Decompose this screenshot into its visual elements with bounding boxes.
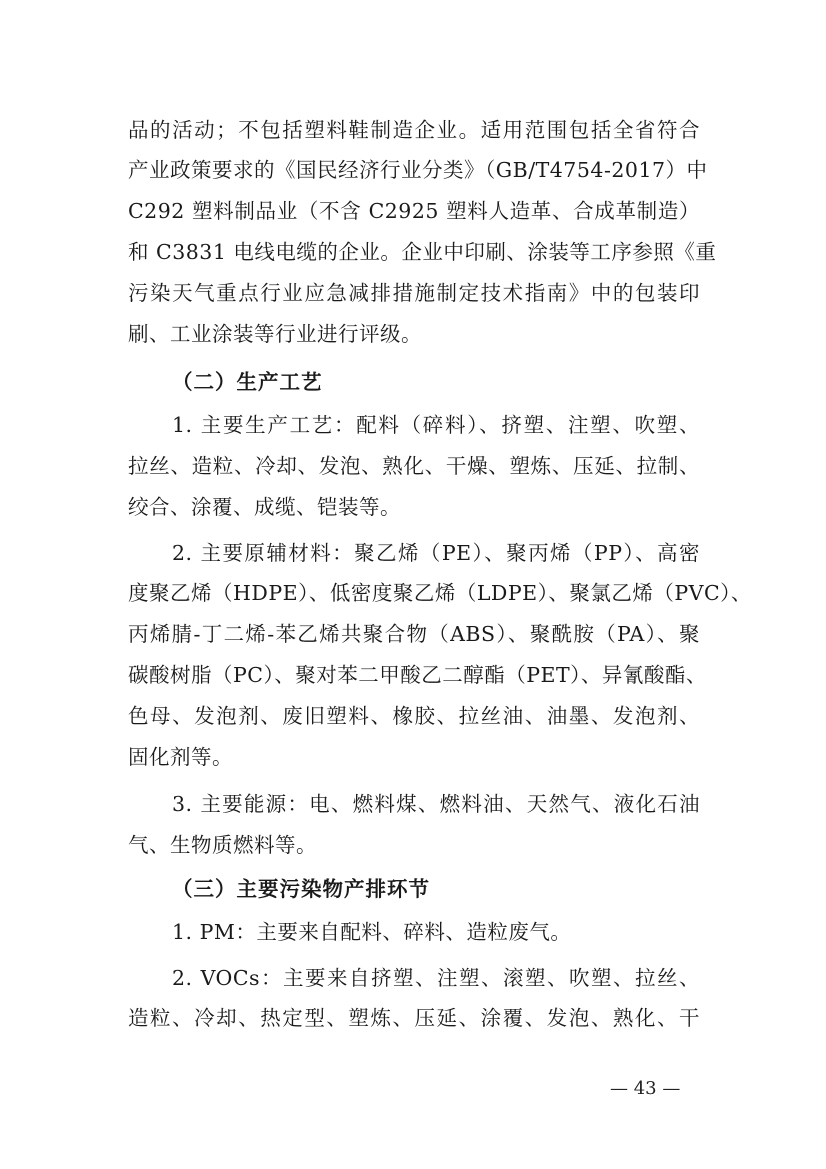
page-number: — 43 — <box>610 1078 681 1099</box>
text-line: 2. VOCs：主要来自挤塑、注塑、滚塑、吹塑、拉丝、 <box>172 966 700 990</box>
text-line: 1. PM：主要来自配料、碎料、造粒废气。 <box>172 920 572 944</box>
text-line: 造粒、冷却、热定型、塑炼、压延、涂覆、发泡、熟化、干 <box>128 1006 700 1030</box>
text-line: 刷、工业涂装等行业进行评级。 <box>128 322 422 346</box>
text-line: 绞合、涂覆、成缆、铠装等。 <box>128 495 401 519</box>
section-heading-production-process: （二）生产工艺 <box>172 370 323 394</box>
section-heading-pollutant-sources: （三）主要污染物产排环节 <box>172 877 430 901</box>
text-line: 色母、发泡剂、废旧塑料、橡胶、拉丝油、油墨、发泡剂、 <box>128 704 700 728</box>
text-line: 1. 主要生产工艺：配料（碎料）、挤塑、注塑、吹塑、 <box>172 413 700 437</box>
text-line: 品的活动；不包括塑料鞋制造企业。适用范围包括全省符合 <box>128 118 700 142</box>
text-line: 和 C3831 电线电缆的企业。企业中印刷、涂装等工序参照《重 <box>128 240 717 264</box>
text-line: C292 塑料制品业（不含 C2925 塑料人造革、合成革制造） <box>128 199 700 223</box>
text-line: 拉丝、造粒、冷却、发泡、熟化、干燥、塑炼、压延、拉制、 <box>128 454 700 478</box>
text-line: 碳酸树脂（PC）、聚对苯二甲酸乙二醇酯（PET）、异氰酸酯、 <box>128 663 707 687</box>
text-line: 气、生物质燃料等。 <box>128 833 317 857</box>
text-line: 产业政策要求的《国民经济行业分类》（GB/T4754-2017）中 <box>128 158 708 182</box>
text-line: 丙烯腈-丁二烯-苯乙烯共聚合物（ABS）、聚酰胺（PA）、聚 <box>128 622 700 646</box>
text-line: 2. 主要原辅材料：聚乙烯（PE）、聚丙烯（PP）、高密 <box>172 541 700 565</box>
text-line: 3. 主要能源：电、燃料煤、燃料油、天然气、液化石油 <box>172 792 700 816</box>
text-line: 污染天气重点行业应急减排措施制定技术指南》中的包装印 <box>128 281 700 305</box>
text-line: 固化剂等。 <box>128 745 233 769</box>
text-line: 度聚乙烯（HDPE）、低密度聚乙烯（LDPE）、聚氯乙烯（PVC）、 <box>128 581 752 605</box>
